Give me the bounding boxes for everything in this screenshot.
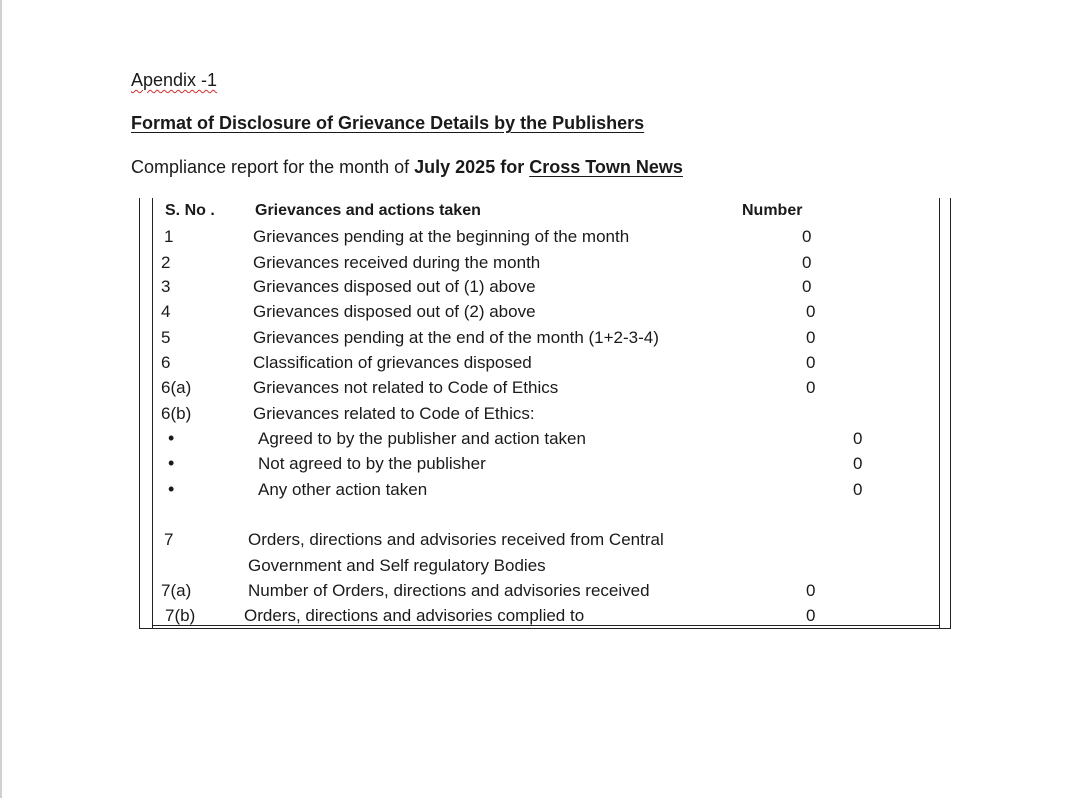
compliance-publisher: Cross Town News xyxy=(529,157,683,177)
header-number: Number xyxy=(742,202,803,219)
table-row-text: Grievances disposed out of (1) above xyxy=(253,277,536,296)
table-border-left-outer xyxy=(139,198,140,628)
table-row-number: 0 xyxy=(802,253,812,272)
table-row-sno: 6(a) xyxy=(161,378,192,397)
table-row-number: 0 xyxy=(802,227,812,246)
table-row-text: Government and Self regulatory Bodies xyxy=(248,556,546,575)
header-sno: S. No . xyxy=(165,202,215,219)
compliance-month: July 2025 for xyxy=(414,157,530,177)
table-border-left-inner xyxy=(152,198,153,628)
table-row-text: Grievances not related to Code of Ethics xyxy=(253,378,559,397)
appendix-label xyxy=(131,70,217,91)
table-row-text: Classification of grievances disposed xyxy=(253,353,532,372)
table-row-number: 0 xyxy=(853,480,863,499)
table-row-sno: 5 xyxy=(161,328,171,347)
table-row-number: 0 xyxy=(853,429,863,448)
compliance-line xyxy=(131,157,683,178)
table-row-text: Orders, directions and advisories complied to xyxy=(244,606,585,625)
page-edge xyxy=(0,0,2,798)
compliance-prefix: Compliance report for the month of xyxy=(131,157,415,177)
table-row-sno: 7 xyxy=(164,530,174,549)
table-row-text: Grievances related to Code of Ethics: xyxy=(253,404,535,423)
table-row-sno: 7(b) xyxy=(165,606,196,625)
table-border-right-outer xyxy=(950,198,951,628)
table-row-text: Orders, directions and advisories received from Central xyxy=(248,530,664,549)
table-row-text: Number of Orders, directions and advisories received xyxy=(248,581,650,600)
table-row-number: 0 xyxy=(853,454,863,473)
table-row-sno: 6(b) xyxy=(161,404,192,423)
table-row-number: 0 xyxy=(806,302,816,321)
table-row-text: Agreed to by the publisher and action taken xyxy=(258,429,586,448)
table-row-text: Grievances pending at the end of the month (1+2-3-4) xyxy=(253,328,659,347)
table-row-number: 0 xyxy=(806,581,816,600)
table-row-sno: 4 xyxy=(161,302,171,321)
table-row-text: Any other action taken xyxy=(258,480,428,499)
bullet-icon: • xyxy=(168,428,175,448)
table-row-number: 0 xyxy=(802,277,812,296)
table-border-right-inner xyxy=(939,198,940,628)
table-row-sno: 6 xyxy=(161,353,171,372)
table-row-number: 0 xyxy=(806,353,816,372)
header-grievance: Grievances and actions taken xyxy=(255,202,481,219)
format-title: Format of Disclosure of Grievance Details by the Publishers xyxy=(131,113,645,133)
table-row-text: Grievances disposed out of (2) above xyxy=(253,302,536,321)
table-row-number: 0 xyxy=(806,606,816,625)
table-row-sno: 7(a) xyxy=(161,581,192,600)
table-row-sno: 3 xyxy=(161,277,171,296)
table-row-text: Not agreed to by the publisher xyxy=(258,454,486,473)
bullet-icon: • xyxy=(168,479,175,499)
table-row-text: Grievances pending at the beginning of the month xyxy=(253,227,630,246)
table-row-number: 0 xyxy=(806,378,816,397)
table-row-sno: 1 xyxy=(164,227,174,246)
appendix-text: Apendix -1 xyxy=(131,70,218,90)
table-border-bottom xyxy=(139,628,951,629)
table-row-number: 0 xyxy=(806,328,816,347)
table-row-text: Grievances received during the month xyxy=(253,253,541,272)
bullet-icon: • xyxy=(168,453,175,473)
table-row-sno: 2 xyxy=(161,253,171,272)
